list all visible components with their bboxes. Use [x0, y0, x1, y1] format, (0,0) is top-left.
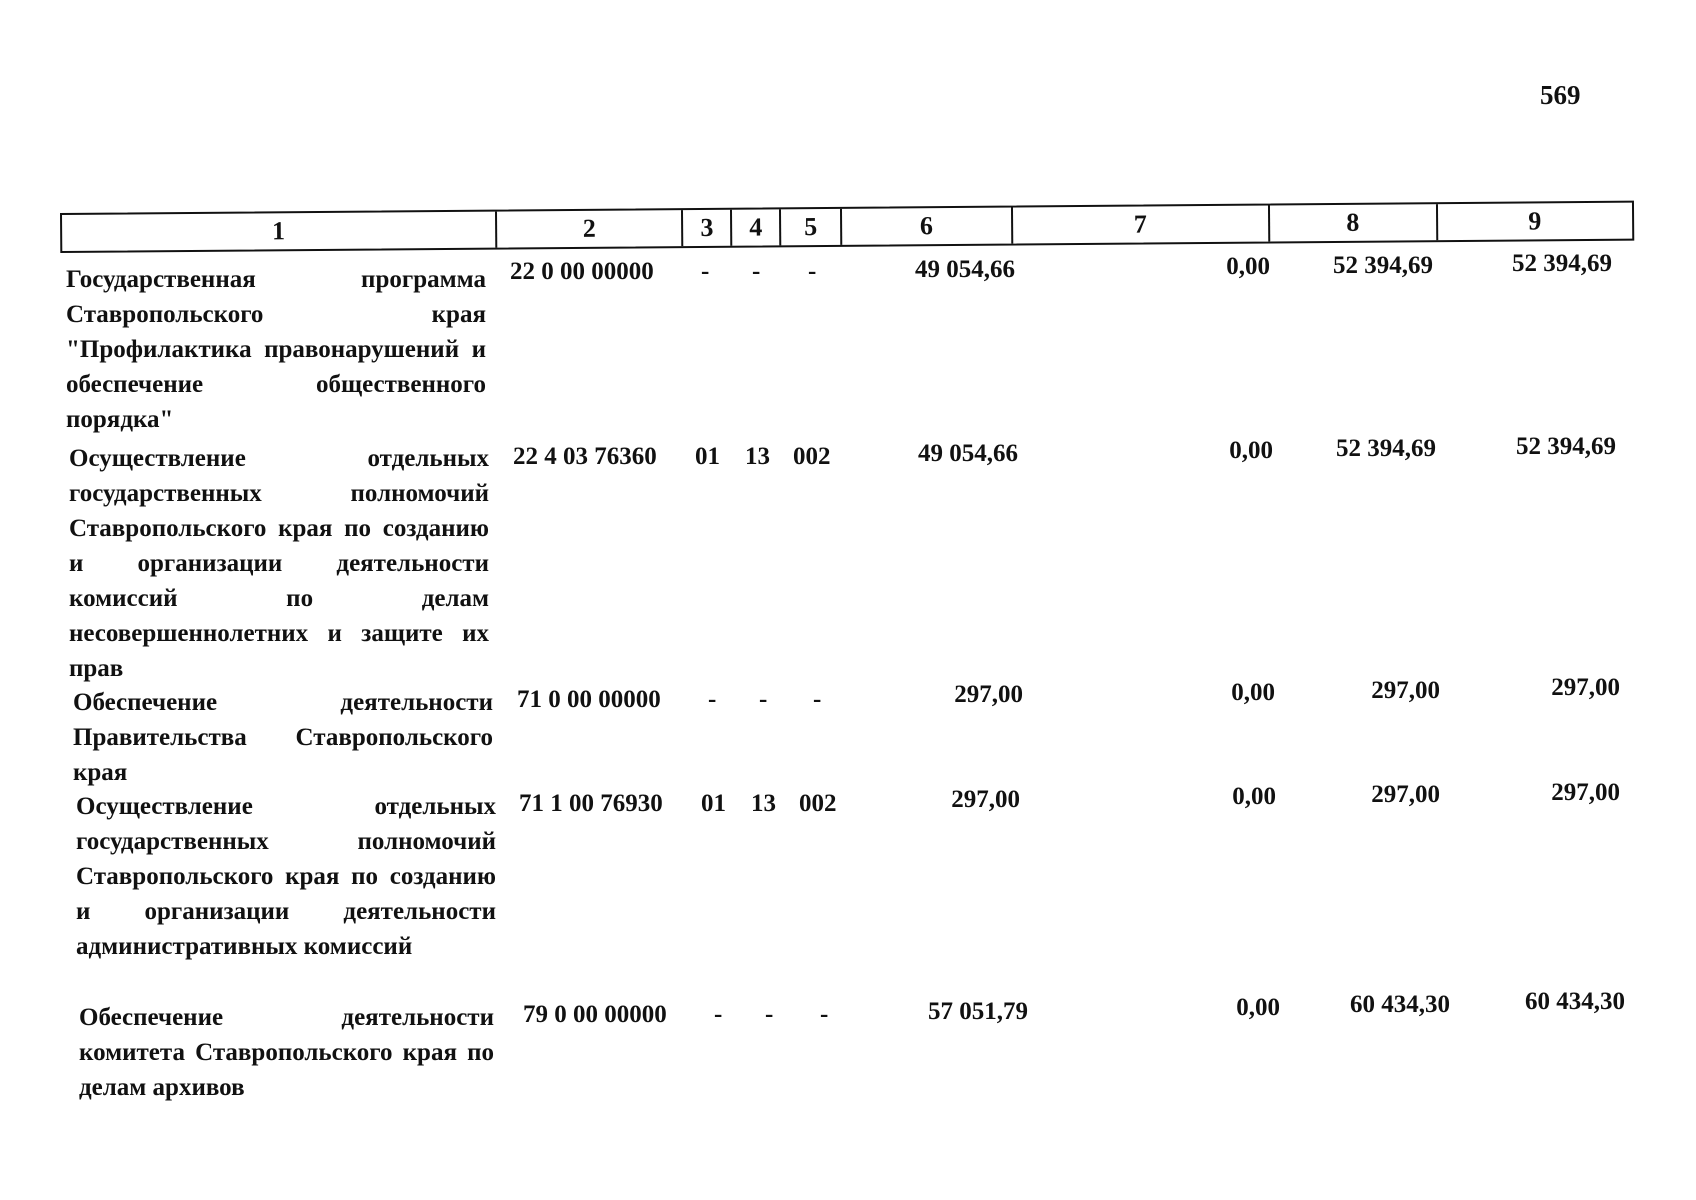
row-col-6: 49 054,66	[915, 256, 1015, 283]
row-code: 79 0 00 00000	[523, 1001, 667, 1028]
row-col-7: 0,00	[1231, 679, 1275, 706]
row-col-4: -	[765, 1001, 774, 1028]
header-col-7: 7	[1013, 205, 1271, 243]
header-col-1: 1	[62, 212, 497, 251]
row-code: 71 0 00 00000	[517, 686, 661, 713]
row-col-8: 52 394,69	[1333, 252, 1433, 279]
row-col-4: 13	[745, 443, 770, 470]
row-name: Осуществление отдельных государственных полномочий Ставропольского края по созданию и организации деятельности комиссий по делам несовершеннолетних и защите их прав	[69, 445, 489, 682]
row-name: Обеспечение деятельности комитета Ставропольского края по делам архивов	[79, 1004, 494, 1101]
row-col-7: 0,00	[1229, 437, 1273, 464]
row-code: 22 0 00 00000	[510, 258, 654, 285]
header-col-5: 5	[781, 209, 842, 245]
row-col-6: 57 051,79	[928, 998, 1028, 1025]
row-name: Обеспечение деятельности Правительства Ставропольского края	[73, 689, 493, 786]
page-number: 569	[1540, 80, 1581, 110]
row-col-3: -	[714, 1001, 723, 1028]
row-col-9: 52 394,69	[1512, 250, 1612, 277]
row-col-8: 297,00	[1371, 677, 1440, 704]
header-col-3: 3	[683, 210, 732, 246]
row-code: 71 1 00 76930	[519, 790, 663, 817]
header-col-4: 4	[732, 209, 781, 245]
row-col-7: 0,00	[1232, 783, 1276, 810]
row-col-9: 297,00	[1551, 674, 1620, 701]
row-col-9: 60 434,30	[1525, 988, 1625, 1015]
row-col-9: 52 394,69	[1516, 433, 1616, 460]
row-col-3: -	[708, 686, 717, 713]
row-col-3: 01	[695, 443, 720, 470]
row-name: Осуществление отдельных государственных полномочий Ставропольского края по созданию и организации деятельности административных комиссий	[76, 793, 496, 960]
row-col-3: 01	[701, 790, 726, 817]
row-col-5: -	[820, 1001, 829, 1028]
row-col-4: 13	[751, 790, 776, 817]
row-col-5: 002	[793, 443, 831, 470]
header-col-2: 2	[497, 210, 684, 247]
header-col-6: 6	[842, 208, 1013, 245]
row-col-7: 0,00	[1236, 994, 1280, 1021]
row-col-6: 297,00	[954, 681, 1023, 708]
row-col-6: 49 054,66	[918, 440, 1018, 467]
row-col-6: 297,00	[951, 786, 1020, 813]
header-col-9: 9	[1528, 206, 1542, 236]
row-col-8: 60 434,30	[1350, 991, 1450, 1018]
row-col-4: -	[759, 686, 768, 713]
row-name: Государственная программа Ставропольского края "Профилактика правонарушений и обеспечение общественного порядка"	[66, 266, 486, 433]
header-col-8: 8	[1270, 204, 1438, 241]
row-col-8: 52 394,69	[1336, 435, 1436, 462]
row-col-8: 297,00	[1371, 781, 1440, 808]
row-col-5: -	[808, 258, 817, 285]
row-col-4: -	[752, 258, 761, 285]
row-col-3: -	[701, 258, 710, 285]
row-code: 22 4 03 76360	[513, 443, 657, 470]
row-col-5: 002	[799, 790, 837, 817]
row-col-7: 0,00	[1226, 253, 1270, 280]
row-col-9: 297,00	[1551, 779, 1620, 806]
row-col-5: -	[813, 686, 822, 713]
